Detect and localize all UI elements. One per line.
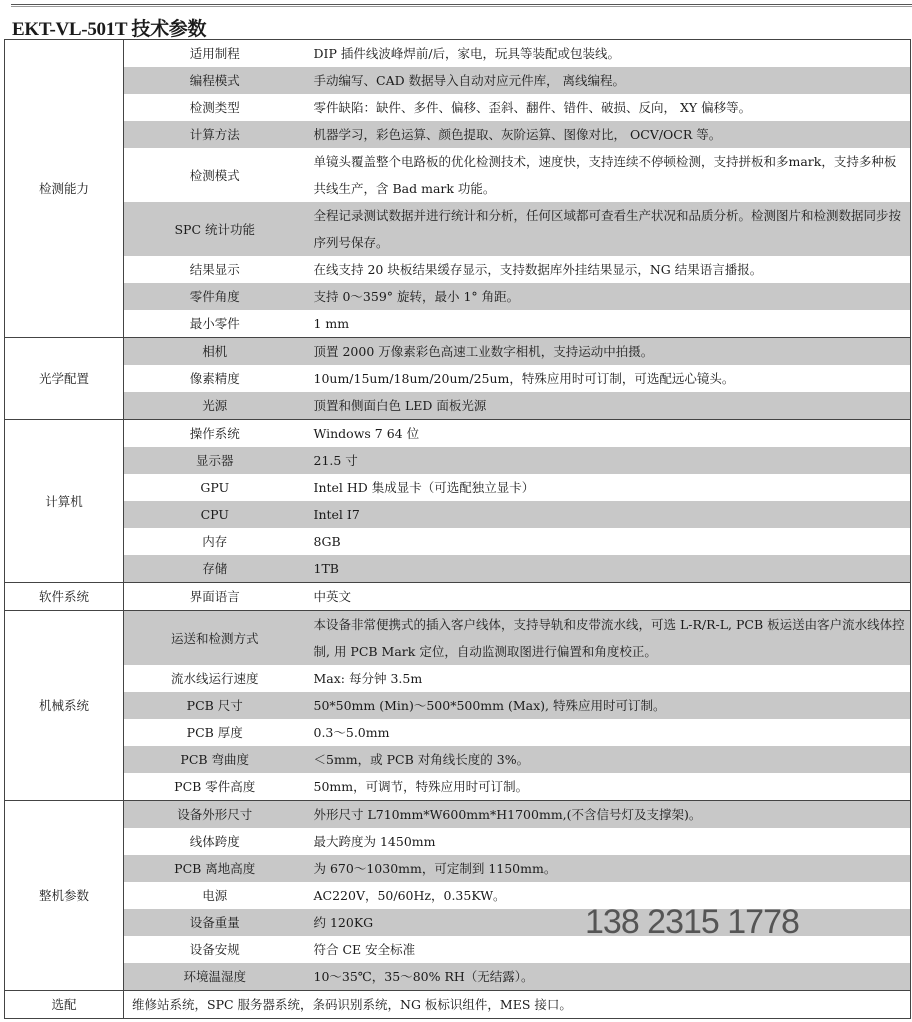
spec-row: [5, 963, 911, 991]
spec-value: 最大跨度为 1450mm: [306, 828, 911, 855]
spec-row: [5, 67, 911, 94]
category-cell: 光学配置: [5, 338, 124, 420]
spec-value: 1TB: [306, 555, 911, 583]
spec-value: 10um/15um/18um/20um/25um，特殊应用时可订制，可选配远心镜头。: [306, 365, 911, 392]
spec-label: PCB 零件高度: [124, 773, 306, 801]
spec-value: 本设备非常便携式的插入客户线体，支持导轨和皮带流水线，可选 L-R/R-L, PCB 板运送由客户流水线体控制, 用 PCB Mark 定位，自动监测取图进行偏置和角度校正。: [306, 611, 911, 666]
spec-value: 在线支持 20 块板结果缓存显示，支持数据库外挂结果显示，NG 结果语言播报。: [306, 256, 911, 283]
top-rule-secondary: [11, 6, 912, 7]
spec-value: 为 670～1030mm，可定制到 1150mm。: [306, 855, 911, 882]
spec-row: [5, 583, 911, 611]
spec-row: [5, 94, 911, 121]
spec-label: GPU: [200, 480, 230, 495]
spec-value: 顶置和侧面白色 LED 面板光源: [306, 392, 911, 420]
spec-label: 流水线运行速度: [170, 671, 259, 686]
category-cell: 整机参数: [5, 801, 124, 991]
spec-label: PCB 尺寸: [124, 692, 306, 719]
spec-value: 中英文: [306, 583, 911, 611]
spec-label: 操作系统: [124, 420, 306, 448]
spec-label: 电源: [202, 888, 228, 903]
spec-table-body: [5, 40, 911, 1019]
spec-label: 内存: [202, 534, 228, 549]
spec-row: [5, 338, 911, 366]
spec-value: Intel HD 集成显卡（可选配独立显卡）: [306, 474, 911, 501]
spec-row: [5, 40, 911, 68]
spec-value: 1 mm: [306, 310, 911, 338]
spec-row: [5, 692, 911, 719]
spec-row: [5, 909, 911, 936]
spec-row: [5, 283, 911, 310]
spec-row: [5, 202, 911, 256]
spec-value: Intel I7: [306, 501, 911, 528]
spec-row: [5, 256, 911, 283]
spec-label: 显示器: [124, 447, 306, 474]
spec-label: 计算方法: [124, 121, 306, 148]
spec-label: SPC 统计功能: [124, 202, 306, 256]
spec-label: 适用制程: [124, 40, 306, 68]
spec-value: 符合 CE 安全标准: [306, 936, 911, 963]
spec-label: 环境温湿度: [124, 963, 306, 991]
spec-label: 设备外形尺寸: [124, 801, 306, 829]
spec-row: [5, 447, 911, 474]
spec-value: 全程记录测试数据并进行统计和分析，任何区域都可查看生产状况和品质分析。检测图片和检测数据同步按序列号保存。: [306, 202, 911, 256]
spec-value: AC220V，50/60Hz，0.35KW。: [306, 882, 911, 909]
spec-value: 50*50mm (Min)～500*500mm (Max), 特殊应用时可订制。: [306, 692, 911, 719]
spec-row: [5, 936, 911, 963]
spec-row: [5, 501, 911, 528]
spec-value: 外形尺寸 L710mm*W600mm*H1700mm,(不含信号灯及支撑架)。: [306, 801, 911, 829]
category-cell: 软件系统: [5, 583, 124, 611]
spec-label: 设备安规: [189, 942, 240, 957]
spec-label: 设备重量: [124, 909, 306, 936]
spec-value: 机器学习，彩色运算、颜色提取、灰阶运算、图像对比， OCV/OCR 等。: [306, 121, 911, 148]
spec-label: 零件角度: [124, 283, 306, 310]
spec-row: [5, 882, 911, 909]
spec-row: [5, 121, 911, 148]
spec-table: [4, 39, 911, 1019]
spec-label: 相机: [124, 338, 306, 366]
spec-value: 手动编写、CAD 数据导入自动对应元件库， 离线编程。: [306, 67, 911, 94]
spec-value: 8GB: [306, 528, 911, 555]
optional-value: 维修站系统，SPC 服务器系统，条码识别系统，NG 板标识组件，MES 接口。: [124, 991, 911, 1019]
category-cell: 检测能力: [5, 40, 124, 338]
spec-label: 光源: [124, 392, 306, 420]
category-cell: 计算机: [5, 420, 124, 583]
spec-value: 零件缺陷：缺件、多件、偏移、歪斜、翻件、错件、破损、反向， XY 偏移等。: [306, 94, 911, 121]
category-cell: 选配: [5, 991, 124, 1019]
spec-value: 支持 0～359° 旋转，最小 1° 角距。: [306, 283, 911, 310]
spec-label: PCB 离地高度: [124, 855, 306, 882]
spec-row: [5, 828, 911, 855]
spec-value: 约 120KG: [306, 909, 911, 936]
spec-row: [5, 773, 911, 801]
spec-label: 运送和检测方式: [124, 611, 306, 666]
spec-row: [5, 474, 911, 501]
category-cell: 机械系统: [5, 611, 124, 801]
spec-row: [5, 746, 911, 773]
spec-label: 像素精度: [189, 371, 240, 386]
spec-value: 顶置 2000 万像素彩色高速工业数字相机，支持运动中拍摄。: [306, 338, 911, 366]
spec-label: 检测模式: [189, 167, 240, 183]
spec-label: 检测类型: [189, 100, 240, 115]
top-rule: [11, 4, 912, 5]
spec-row: [5, 365, 911, 392]
spec-value: DIP 插件线波峰焊前/后，家电，玩具等装配或包装线。: [306, 40, 911, 68]
spec-label: PCB 弯曲度: [124, 746, 306, 773]
spec-label: 编程模式: [124, 67, 306, 94]
spec-row: [5, 528, 911, 555]
spec-value: 单镜头覆盖整个电路板的优化检测技术，速度快，支持连续不停顿检测，支持拼板和多mark，支持多种板共线生产，含 Bad mark 功能。: [306, 148, 911, 202]
spec-row: [5, 420, 911, 448]
spec-label: 界面语言: [124, 583, 306, 611]
spec-label: PCB 厚度: [186, 725, 243, 740]
spec-row: [5, 392, 911, 420]
spec-row: [5, 148, 911, 202]
spec-label: 存储: [124, 555, 306, 583]
spec-label: 最小零件: [124, 310, 306, 338]
spec-value: Max: 每分钟 3.5m: [306, 665, 911, 692]
spec-label: 结果显示: [189, 262, 240, 277]
optional-row: [5, 991, 911, 1019]
spec-value: ＜5mm，或 PCB 对角线长度的 3%。: [306, 746, 911, 773]
page-title: EKT-VL-501T 技术参数: [12, 19, 207, 40]
spec-value: 50mm，可调节，特殊应用时可订制。: [306, 773, 911, 801]
phone-watermark: 138 2315 1778: [585, 903, 799, 941]
spec-row: [5, 665, 911, 692]
spec-value: Windows 7 64 位: [306, 420, 911, 448]
spec-row: [5, 719, 911, 746]
spec-label: 线体跨度: [189, 834, 240, 849]
spec-value: 21.5 寸: [306, 447, 911, 474]
spec-value: 0.3～5.0mm: [306, 719, 911, 746]
spec-row: [5, 555, 911, 583]
spec-row: [5, 855, 911, 882]
spec-row: [5, 310, 911, 338]
spec-row: [5, 611, 911, 666]
spec-label: CPU: [124, 501, 306, 528]
spec-row: [5, 801, 911, 829]
spec-value: 10～35℃，35～80% RH（无结露）。: [306, 963, 911, 991]
